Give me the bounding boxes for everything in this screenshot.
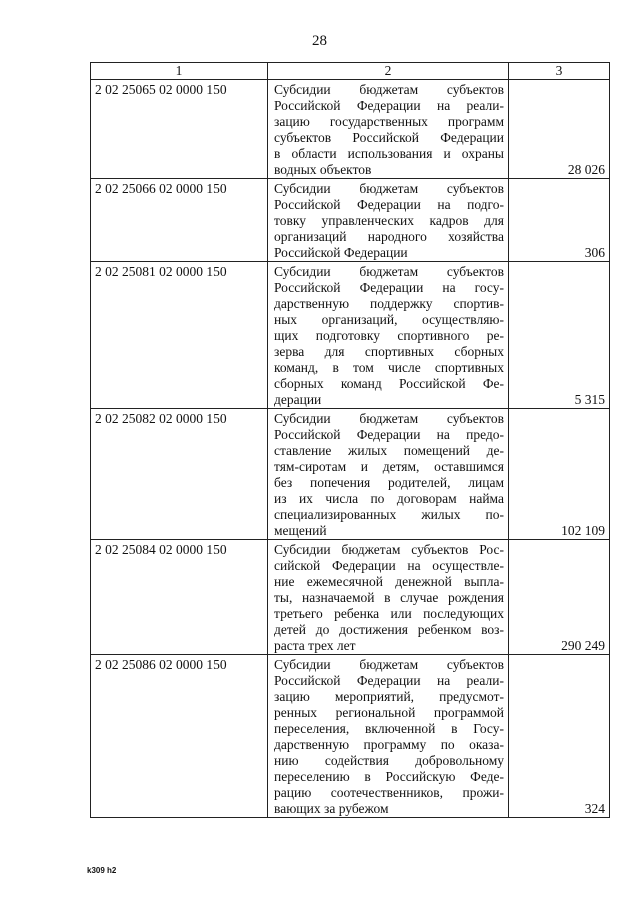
description-line: организаций народного хозяйства (274, 229, 504, 244)
description-line: переселения, включенной в Госу- (274, 721, 504, 736)
description-line: специализированных жилых по- (274, 507, 504, 522)
description-line: дарственную поддержку спортив- (274, 296, 504, 311)
budget-code-cell: 2 02 25066 02 0000 150 (91, 179, 268, 262)
description-line: сийской Федерации на осуществле- (274, 558, 504, 573)
table-row (91, 262, 610, 409)
budget-code-cell: 2 02 25081 02 0000 150 (91, 262, 268, 409)
description-line: детей до достижения ребенком воз- (274, 622, 504, 637)
description-line: Субсидии бюджетам субъектов (274, 82, 504, 97)
description-line: нию содействия добровольному (274, 753, 504, 768)
budget-code-cell: 2 02 25065 02 0000 150 (91, 80, 268, 179)
description-line: зацию государственных программ (274, 114, 504, 129)
description-line: Российской Федерации на реали- (274, 98, 504, 113)
description-line: товку управленческих кадров для (274, 213, 504, 228)
description-line: Субсидии бюджетам субъектов (274, 181, 504, 196)
description-line: зерва для спортивных сборных (274, 344, 504, 359)
description-line: Субсидии бюджетам субъектов Рос- (274, 542, 504, 557)
budget-code-cell: 2 02 25082 02 0000 150 (91, 409, 268, 540)
amount-cell: 28 026 (509, 80, 610, 179)
description-cell (268, 179, 509, 262)
description-line: ставление жилых помещений де- (274, 443, 504, 458)
description-cell (268, 409, 509, 540)
amount-cell: 324 (509, 655, 610, 818)
column-header-1: 1 (91, 63, 268, 80)
description-line: Российской Федерации на подго- (274, 197, 504, 212)
page-number: 28 (312, 33, 327, 49)
description-line: ние ежемесячной денежной выпла- (274, 574, 504, 589)
description-line: дерации (274, 392, 322, 407)
table-row (91, 179, 610, 262)
description-line: дарственную программу по оказа- (274, 737, 504, 752)
description-line: зацию мероприятий, предусмот- (274, 689, 504, 704)
table-header-row (91, 63, 610, 80)
description-line: раста трех лет (274, 638, 356, 653)
description-cell (268, 540, 509, 655)
description-line: Субсидии бюджетам субъектов (274, 657, 504, 672)
description-line: без попечения родителей, лицам (274, 475, 504, 490)
description-line: ных организаций, осуществляю- (274, 312, 504, 327)
description-line: Российской Федерации (274, 245, 408, 260)
description-cell (268, 80, 509, 179)
table-row (91, 540, 610, 655)
description-line: Российской Федерации на реали- (274, 673, 504, 688)
description-line: рацию соотечественников, прожи- (274, 785, 504, 800)
description-line: субъектов Российской Федерации (274, 130, 504, 145)
table-row (91, 655, 610, 818)
table-row (91, 80, 610, 179)
budget-code-cell: 2 02 25084 02 0000 150 (91, 540, 268, 655)
amount-cell: 306 (509, 179, 610, 262)
table-body (91, 80, 610, 818)
description-cell (268, 262, 509, 409)
description-line: вающих за рубежом (274, 801, 389, 816)
budget-table (90, 62, 610, 818)
description-line: мещений (274, 523, 327, 538)
description-line: из их числа по договорам найма (274, 491, 504, 506)
column-header-3: 3 (509, 63, 610, 80)
table-row (91, 409, 610, 540)
description-line: команд, в том числе спортивных (274, 360, 504, 375)
description-line: в области использования и охраны (274, 146, 504, 161)
description-line: третьего ребенка или последующих (274, 606, 504, 621)
description-line: водных объектов (274, 162, 372, 177)
description-line: переселению в Российскую Феде- (274, 769, 504, 784)
budget-code-cell: 2 02 25086 02 0000 150 (91, 655, 268, 818)
description-line: Российской Федерации на госу- (274, 280, 504, 295)
description-line: Российской Федерации на предо- (274, 427, 504, 442)
description-line: щих подготовку спортивного ре- (274, 328, 504, 343)
amount-cell: 5 315 (509, 262, 610, 409)
footer-code: k309 h2 (87, 866, 117, 875)
description-line: сборных команд Российской Фе- (274, 376, 504, 391)
description-line: ренных региональной программой (274, 705, 504, 720)
description-line: Субсидии бюджетам субъектов (274, 411, 504, 426)
amount-cell: 290 249 (509, 540, 610, 655)
description-line: тям-сиротам и детям, оставшимся (274, 459, 504, 474)
description-line: Субсидии бюджетам субъектов (274, 264, 504, 279)
amount-cell: 102 109 (509, 409, 610, 540)
description-line: ты, назначаемой в случае рождения (274, 590, 504, 605)
description-cell (268, 655, 509, 818)
column-header-2: 2 (268, 63, 509, 80)
